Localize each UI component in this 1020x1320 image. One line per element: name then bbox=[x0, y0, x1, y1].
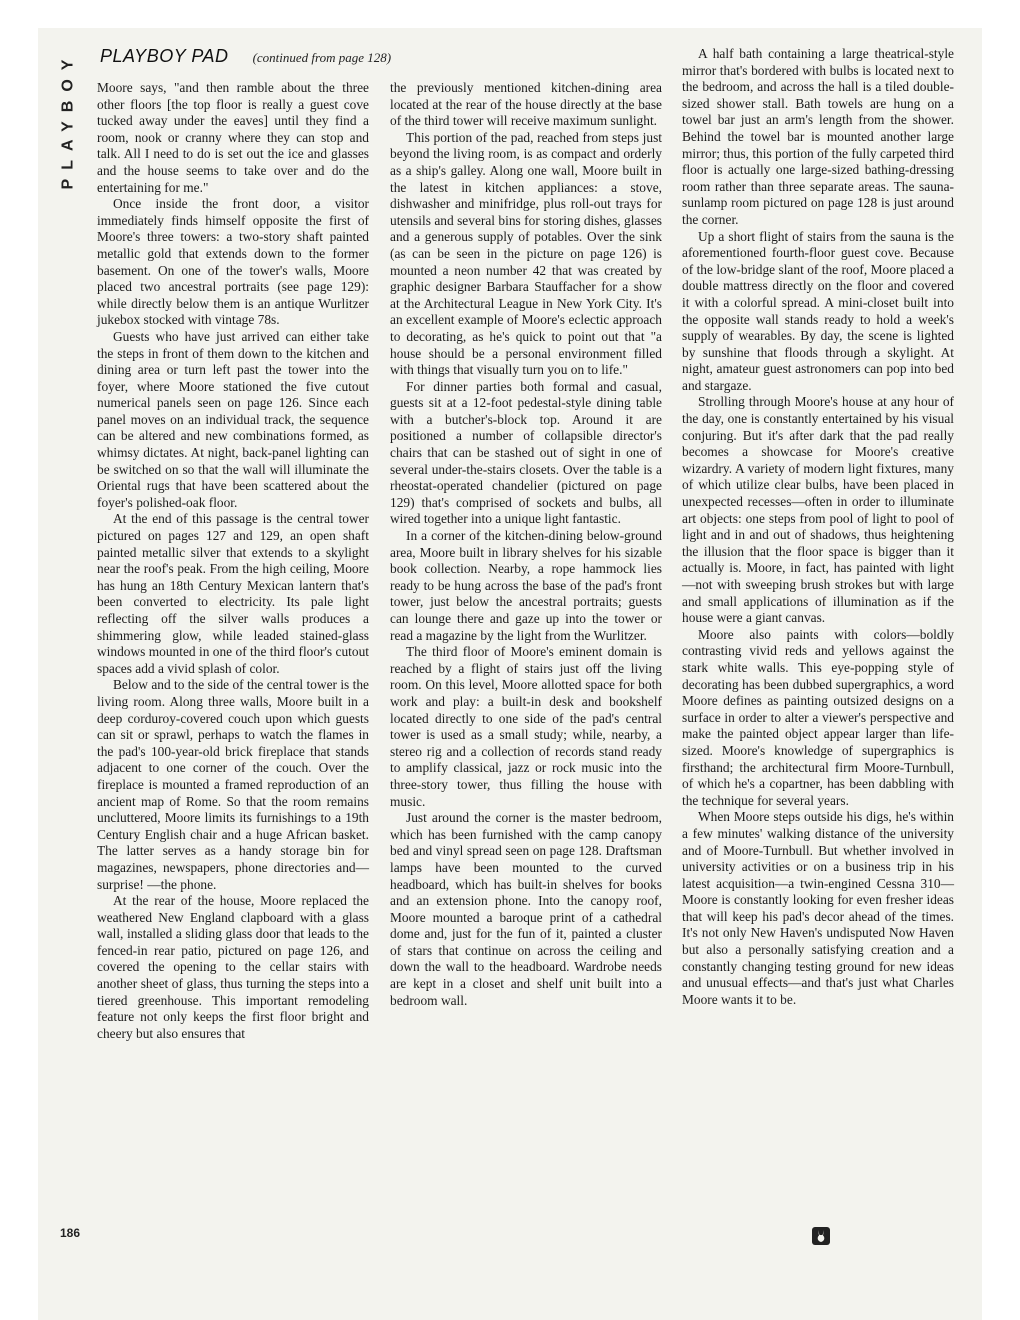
paragraph: Strolling through Moore's house at any hour of the day, one is constantly entertained by his visual conjuring. But it's after dark that the pad really becomes a showcase for Moore's creative wizardry. A variety of modern light fixtures, many of which utilize clear bulbs, have been placed in unexpected recesses—often in order to illuminate art objects: one steps from pool of light to pool of light and in and out of shadows, thus heightening the illusion that the floor space is bigger than it actually is. Moore, in fact, has painted with light—not with sweeping brush strokes but with large and small applications of illumination as if the house were a giant canvas. bbox=[682, 394, 954, 626]
continued-note: (continued from page 128) bbox=[252, 50, 392, 65]
spine-label bbox=[56, 40, 80, 200]
paragraph: Just around the corner is the master bedroom, which has been furnished with the camp canopy bed and vinyl spread seen on page 128. Draftsman lamps have been mounted to the curved headboard, which has built-in shelves for books and an extension phone. Into the canopy roof, Moore mounted a baroque print of a cathedral dome and, just for the fun of it, painted a cluster of stars that continue on across the ceiling and down the wall to the headboard. Wardrobe needs are kept in a closet and shelf unit built into a bedroom wall. bbox=[390, 810, 662, 1008]
article-title: PLAYBOY PAD bbox=[100, 46, 229, 66]
text-column-3 bbox=[682, 46, 954, 1008]
article-header bbox=[100, 46, 660, 74]
paragraph: Once inside the front door, a visitor immediately finds himself opposite the first of Moore's three towers: a two-story shaft painted metallic gold that extends down to the former basement. On one of the tower's walls, Moore placed two ancestral portraits (see page 129): while directly below them is an antique Wurlitzer jukebox stocked with vintage 78s. bbox=[97, 196, 369, 328]
paragraph: Moore also paints with colors—boldly contrasting vivid reds and yellows against the stark white walls. This eye-popping style of decorating has been dubbed supergraphics, a word Moore defines as painting outsized designs on a surface in order to alter a viewer's perspective and make the painted object appear larger than life-sized. Moore's knowledge of supergraphics is firsthand; the architectural firm Moore-Turnbull, of which he's a copartner, has been dabbling with the technique for several years. bbox=[682, 626, 954, 808]
paragraph: Moore says, "and then ramble about the three other floors [the top floor is really a guest cove tucked away under the eaves] until they find a room, nook or cranny where they can stop and talk. All I need to do is set out the ice and glasses and the house seems to take over and do the entertaining for me." bbox=[97, 80, 369, 195]
page-number: 186 bbox=[60, 1226, 81, 1240]
paragraph: A half bath containing a large theatrical-style mirror that's bordered with bulbs is located next to the bedroom, and across the hall is a tiled double-sized shower stall. Bath towels are hung on a towel bar just an arm's length from the shower. Behind the towel bar is mounted another large mirror; thus, this portion of the fully carpeted third floor is actually one large-sized bathing-dressing room rather than three separate areas. The sauna-sunlamp room pictured on page 128 is just around the corner. bbox=[682, 46, 954, 227]
paragraph: For dinner parties both formal and casual, guests sit at a 12-foot pedestal-style dining table with a butcher's-block top. Around it are positioned a number of collapsible director's chairs that can be stashed out of sight in one of several under-the-stairs closets. Over the table is a rheostat-operated chandelier (pictured on page 129) that's comprised of sockets and bulbs, all wired together into a unique light fantastic. bbox=[390, 378, 662, 527]
paragraph: At the end of this passage is the central tower pictured on pages 127 and 129, an open shaft painted metallic silver that extends to a skylight near the roof's peak. From the high ceiling, Moore has hung an 18th Century Mexican lantern that's been converted to electricity. Its pale light reflecting off the silver walls produces a shimmering glow, while leaded stained-glass windows mounted in one of the third floor's cutout spaces add a vivid splash of color. bbox=[97, 511, 369, 676]
spine-text: PLAYBOY bbox=[59, 50, 76, 190]
text-column-1 bbox=[97, 80, 369, 1042]
paragraph: When Moore steps outside his digs, he's within a few minutes' walking distance of the university and of Moore-Turnbull. But whether involved in university activities or on a business trip in his latest acquisition—a twin-engined Cessna 310—Moore is constantly looking for even fresher ideas that will keep his pad's decor ahead of the times. It's not only New Haven's undisputed Now Haven but also a personally satisfying creation and a constantly changing testing ground for new ideas and unusual effects—and that's just what Charles Moore wants it to be. bbox=[682, 809, 954, 1007]
paragraph: In a corner of the kitchen-dining below-ground area, Moore built in library shelves for his sizable book collection. Nearby, a rope hammock lies ready to be hung across the base of the pad's front tower, just below the ancestral portraits; guests can lounge there and gaze up into the tower or read a magazine by the light from the Wurlitzer. bbox=[390, 528, 662, 643]
paragraph: This portion of the pad, reached from steps just beyond the living room, is as compact and orderly as a ship's galley. Along one wall, Moore built in the latest in kitchen appliances: a stove, dishwasher and minifridge, plus roll-out trays for utensils and several bins for storing dishes, glasses and a generous supply of potables. Over the sink (as can be seen in the picture on page 126) is mounted a neon number 42 that was created by graphic designer Barbara Stauffacher for a show at the Architectural League in New York City. It's an excellent example of Moore's eclectic approach to decorating, as he's quick to point out that "a house should be a personal environment filled with things that visually turn you on to life." bbox=[390, 129, 662, 378]
paragraph: Below and to the side of the central tower is the living room. Along three walls, Moore built in a deep corduroy-covered couch upon which guests can sit or sprawl, perhaps to watch the flames in the pad's 100-year-old brick fireplace that stands adjacent to one corner of the couch. Over the fireplace is mounted a framed reproduction of an ancient map of Rome. So that the room remains uncluttered, Moore limits its furnishings to a 19th Century English chair and a huge African basket. The latter serves as a handy storage bin for magazines, newspapers, phone directories and—surprise! —the phone. bbox=[97, 677, 369, 892]
rabbit-head-end-icon bbox=[812, 1227, 830, 1245]
text-column-2 bbox=[390, 80, 662, 1009]
paragraph: Up a short flight of stairs from the sauna is the aforementioned fourth-floor guest cove. Because of the low-bridge slant of the roof, Moore placed a double mattress directly on the floor and covered it with a colorful spread. A mini-closet built into the opposite wall stands ready to hold a week's supply of wearables. By day, the scene is lighted by sunshine that floods through a skylight. At night, amateur guest astronomers can pop into bed and stargaze. bbox=[682, 228, 954, 393]
paragraph: Guests who have just arrived can either take the steps in front of them down to the kitchen and dining area or turn left past the tower into the foyer, where Moore stationed the five cutout numerical panels seen on page 126. Since each panel moves on an individual track, the sequence can be altered and new combinations formed, as whimsy dictates. At night, back-panel lighting can be switched on so that the wall will illuminate the Oriental rugs that have been scattered about the foyer's polished-oak floor. bbox=[97, 328, 369, 510]
paragraph: At the rear of the house, Moore replaced the weathered New England clapboard with a glass wall, installed a sliding glass door that leads to the fenced-in rear patio, pictured on page 126, and covered the opening to the cellar stairs with another sheet of glass, thus turning the steps into a tiered greenhouse. This important remodeling feature not only keeps the first floor bright and cheery but also ensures that bbox=[97, 893, 369, 1041]
paragraph: The third floor of Moore's eminent domain is reached by a flight of stairs just off the living room. On this level, Moore allotted space for both work and play: a built-in desk and bookshelf located directly to one side of the pad's central tower is used as a small study; while, nearby, a stereo rig and a collection of records stand ready to amplify classical, jazz or rock music into the three-story tower, thus filling the house with music. bbox=[390, 644, 662, 809]
rabbit-head-icon bbox=[815, 1229, 827, 1243]
paragraph: the previously mentioned kitchen-dining area located at the rear of the house directly at the base of the third tower will receive maximum sunlight. bbox=[390, 80, 662, 129]
